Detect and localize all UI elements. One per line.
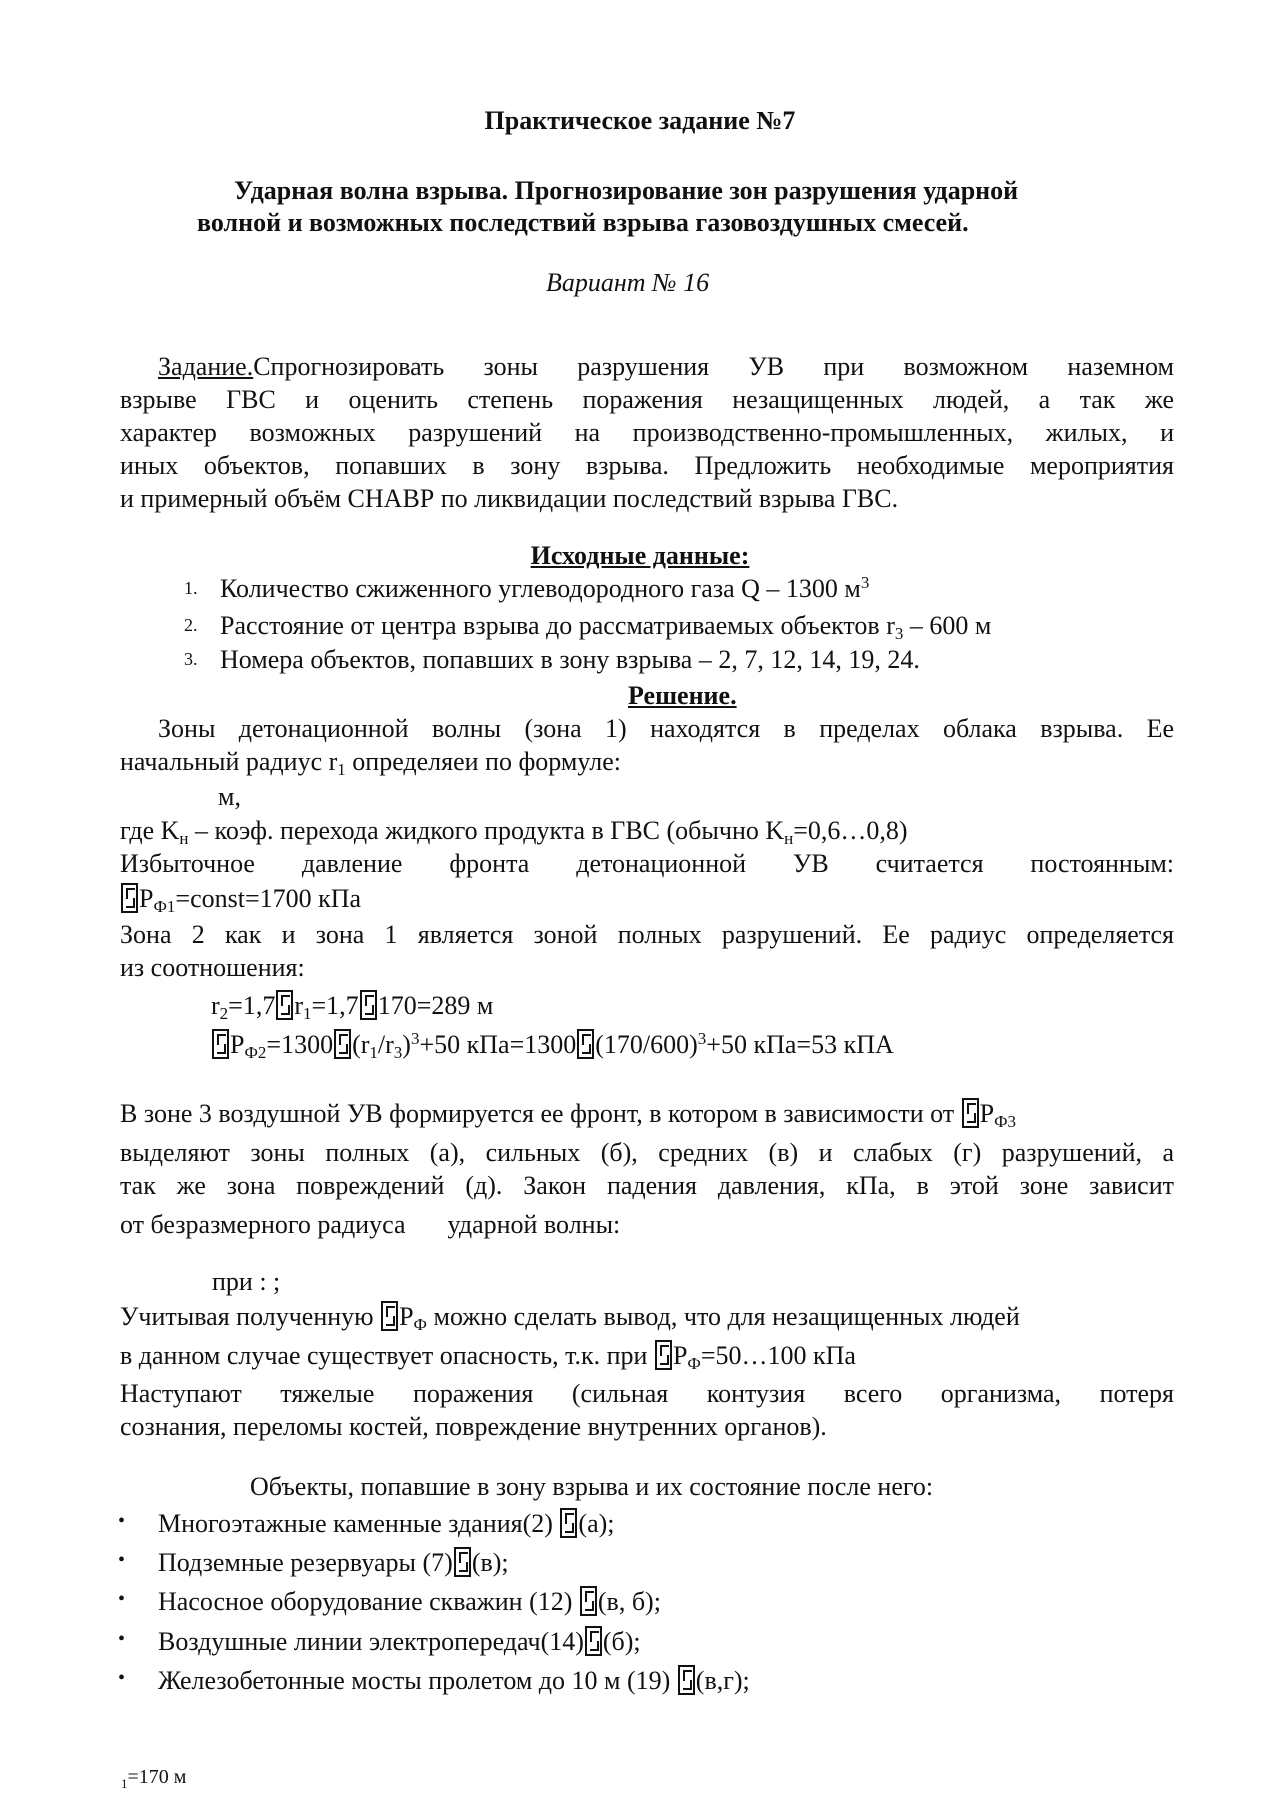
bullet: • — [118, 1588, 126, 1610]
task-line-2: взрыве ГВС и оценить степень поражения незащищенных людей, а так же — [120, 385, 1174, 414]
initial-data-item-3: Номера объектов, попавших в зону взрыва – 2, 7, 12, 14, 19, 24. — [220, 645, 920, 674]
conclusion-line-4: сознания, переломы костей, повреждение внутренних органов). — [120, 1412, 827, 1441]
object-item-3: Насосное оборудование скважин (12) (в, б); — [158, 1587, 661, 1616]
missing-glyph-icon — [454, 1547, 471, 1577]
formula-unit: м, — [218, 782, 241, 811]
zone2-line-2: из соотношения: — [120, 953, 305, 982]
list-number: 2. — [184, 615, 198, 635]
missing-glyph-icon — [212, 1029, 229, 1059]
pressure-line-2: $P_{Ф1}=const=1700$ кПа — [120, 882, 1174, 915]
zone3-line-1: В зоне 3 воздушной УВ формируется ее фронт, в котором в зависимости от $P_{Ф3}$ — [120, 1099, 1017, 1131]
missing-glyph-icon — [560, 1508, 577, 1538]
objects-heading: Объекты, попавшие в зону взрыва и их состояние после него: — [250, 1472, 934, 1501]
page-title: Практическое задание №7 — [484, 106, 796, 135]
bullet: • — [118, 1628, 126, 1650]
conclusion-line-2: в данном случае существует опасность, т.к. при $P_Ф=50\dots 100$ кПа — [120, 1341, 856, 1373]
subtitle-line-2: волной и возможных последствий взрыва газовоздушных смесей. — [197, 208, 969, 237]
object-item-5: Железобетонные мосты пролетом до 10 м (19) (в,г); — [158, 1666, 750, 1695]
bullet: • — [118, 1510, 126, 1532]
missing-glyph-icon — [360, 990, 377, 1020]
task-line-3: характер возможных разрушений на производственно-промышленных, жилых, и — [120, 418, 1174, 447]
conclusion-line-1: Учитывая полученную $P_Ф$ можно сделать вывод, что для незащищенных людей — [120, 1302, 1020, 1334]
missing-glyph-icon — [276, 990, 293, 1020]
initial-data-item-2: Расстояние от центра взрыва до рассматриваемых объектов $r_3 - 600$ м — [220, 611, 992, 643]
initial-data-heading: Исходные данные: — [530, 541, 750, 570]
missing-glyph-icon — [655, 1340, 672, 1370]
bullet: • — [118, 1549, 126, 1571]
variant-label: Вариант № 16 — [546, 268, 710, 297]
conclusion-line-3: Наступают тяжелые поражения (сильная контузия всего организма, потеря — [120, 1379, 1174, 1408]
pf2-formula: $P_{Ф2}=1300$ $(r_1/r_3)^3+50$ кПа=1300 $(170/600)^3+50$ кПа=53 кПА — [211, 1028, 1111, 1061]
zone3-line-3: так же зона повреждений (д). Закон падения давления, кПа, в этой зоне зависит — [120, 1171, 1174, 1200]
task-line-5: и примерный объём СНАВР по ликвидации последствий взрыва ГВС. — [120, 484, 899, 513]
missing-glyph-icon — [580, 1586, 597, 1616]
solution-p1-line-2: начальный радиус $r_1$ определяеи по формуле: — [120, 747, 621, 779]
task-line-4: иных объектов, попавших в зону взрыва. Предложить необходимые мероприятия — [120, 451, 1174, 480]
missing-glyph-icon — [334, 1029, 351, 1059]
condition-line: при : ; — [212, 1267, 281, 1296]
missing-glyph-icon — [678, 1665, 695, 1695]
bullet: • — [118, 1667, 126, 1689]
zone3-line-2: выделяют зоны полных (а), сильных (б), средних (в) и слабых (г) разрушений, а — [120, 1138, 1174, 1167]
solution-heading: Решение. — [628, 681, 737, 710]
zone2-line-1: Зона 2 как и зона 1 является зоной полных разрушений. Ее радиус определяется — [120, 920, 1174, 949]
missing-glyph-icon — [585, 1626, 602, 1656]
list-number: 1. — [184, 578, 198, 598]
missing-glyph-icon — [381, 1301, 398, 1331]
object-item-2: Подземные резервуары (7) (в); — [158, 1548, 509, 1577]
pressure-line-1: Избыточное давление фронта детонационной УВ считается постоянным: — [120, 849, 1174, 878]
kn-definition: где $K_н$ – коэф. перехода жидкого продукта в ГВС (обычно $K_н=0,6\dots 0,8$) — [120, 816, 908, 848]
object-item-4: Воздушные линии электропередач(14) (б); — [158, 1627, 641, 1656]
list-number: 3. — [184, 649, 198, 669]
r2-formula: $r_2=1,7$ $r_1=1,7$ 170=289 м — [211, 991, 494, 1023]
missing-glyph-icon — [577, 1029, 594, 1059]
solution-p1-line-1: Зоны детонационной волны (зона 1) находятся в пределах облака взрыва. Ее — [158, 714, 1174, 743]
task-label: Задание. — [158, 352, 254, 381]
task-line-1: Задание.Спрогнозировать зоны разрушения УВ при возможном наземном — [158, 352, 1174, 381]
initial-data-item-1: Количество сжиженного углеводородного газа Q – 1300 $м^3$ — [220, 573, 870, 603]
subtitle-line-1: Ударная волна взрыва. Прогнозирование зон разрушения ударной — [234, 176, 1019, 205]
missing-glyph-icon — [121, 883, 138, 913]
object-item-1: Многоэтажные каменные здания(2) (а); — [158, 1509, 615, 1538]
missing-glyph-icon — [962, 1098, 979, 1128]
zone3-line-4: от безразмерного радиуса ударной волны: — [120, 1210, 621, 1239]
footnote: $_1$=170 м — [121, 1766, 187, 1791]
